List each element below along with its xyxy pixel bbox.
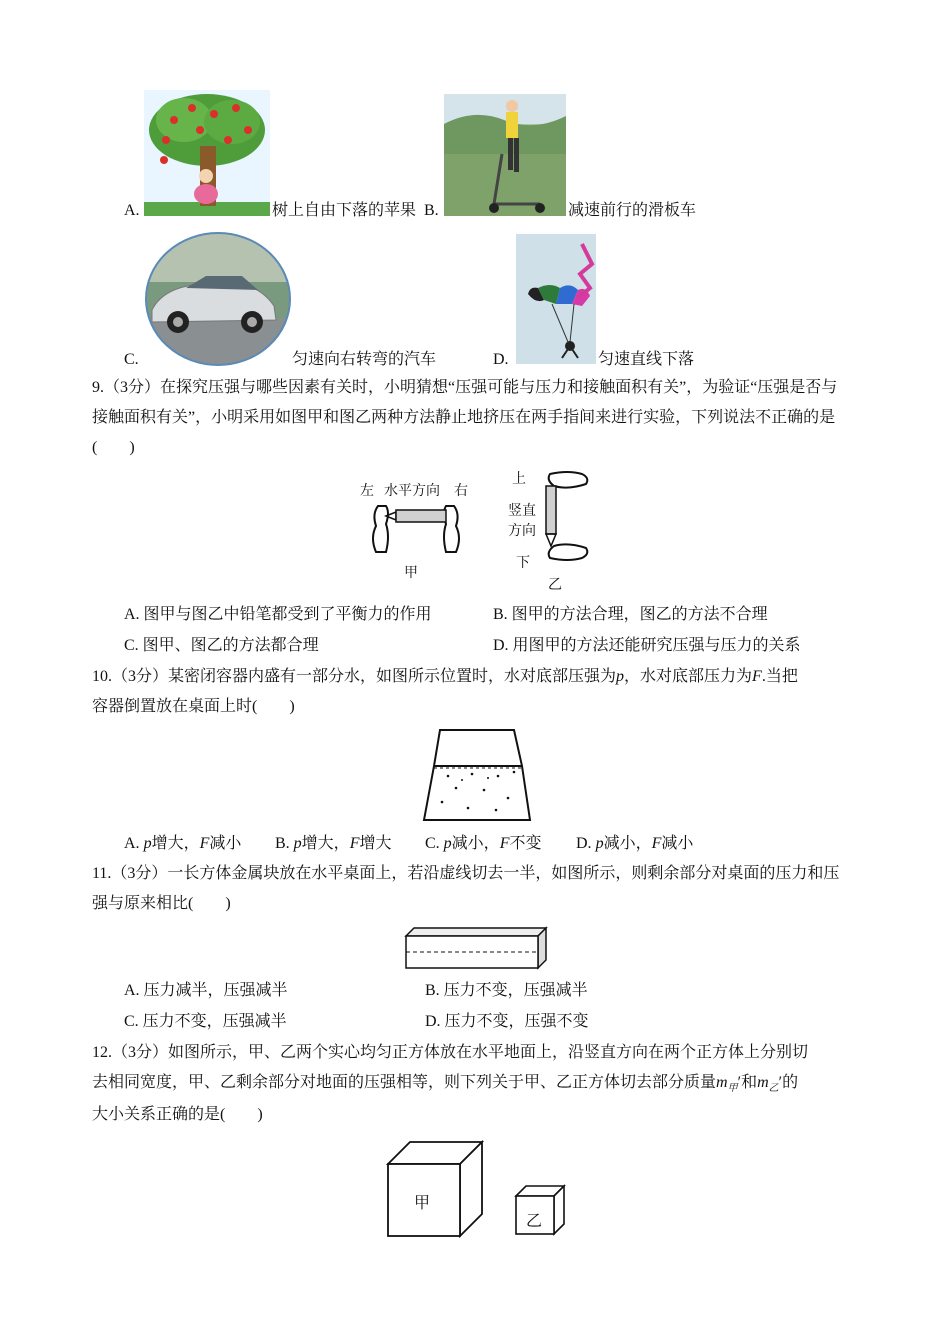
q12-stem-line2: 去相同宽度，甲、乙剩余部分对地面的压强相等，则下列关于甲、乙正方体切去部分质量$m_甲'$和$m_乙'$的 [92,1074,799,1095]
q9-option-b: B. 图甲的方法合理，图乙的方法不合理 [493,606,768,623]
fig-label-vertical-2: 方向 [508,523,536,539]
q12-and: 和 [741,1074,758,1091]
q10-option-c-f: F [499,835,510,852]
q11-option-d: D. 压力不变，压强不变 [425,1013,589,1030]
q11-option-c: C. 压力不变，压强减半 [124,1013,287,1030]
q8-option-a-letter: A. [124,202,140,219]
q10-option-c-ptext: 减小， [451,835,500,852]
q10-option-d-letter: D. [576,835,592,852]
q12-stem-line1: 12.（3分）如图所示，甲、乙两个实心均匀正方体放在水平地面上，沿竖直方向在两个正方体上分别切 [92,1044,809,1061]
q8-option-a-text: 树上自由下落的苹果 [272,202,417,219]
fig-label-vertical-1: 竖直 [508,503,536,519]
metal-block-figure [402,924,550,972]
q12-m-jia-prime: ′ [737,1074,742,1091]
q10-option-d-f: F [651,835,662,852]
q9-stem: 9.（3分）在探究压强与哪些因素有关时，小明猜想“压强可能与压力和接触面积有关”，为验证“压强是否与接触面积有关”，小明采用如图甲和图乙两种方法静止地挤压在两手指间来进行实验，下列说法不正确的是( ) [92,379,838,456]
q9-option-c: C. 图甲、图乙的方法都合理 [124,637,319,654]
q10-stem-part-b: ，水对底部压力为 [624,668,753,685]
q12-stem-end: 的 [782,1074,799,1091]
q10-option-a-ptext: 增大， [151,835,200,852]
q10-option-b-letter: B. [275,835,290,852]
q10-option-a-ftext: 减小 [209,835,242,852]
fig-label-right: 右 [454,483,468,499]
q10-option-a-f: F [199,835,210,852]
q12-m-jia-sub: 甲 [727,1083,738,1095]
q10-option-c-p: p [443,835,452,852]
q11-stem: 11.（3分）一长方体金属块放在水平桌面上，若沿虚线切去一半，如图所示，则剩余部分对桌面的压力和压强与原来相比( ) [92,865,840,912]
q10-option-d-p: p [595,835,604,852]
q10-var-f: F [752,668,762,685]
q10-option-b [275,834,391,854]
q11-option-b: B. 压力不变，压强减半 [425,982,588,999]
q10-var-p: p [616,668,625,685]
q10-option-d-ptext: 减小， [603,835,652,852]
q10-option-b-ptext: 增大， [301,835,350,852]
fig-label-yi: 乙 [548,577,562,593]
q12-stem-line3: 大小关系正确的是( ) [92,1106,263,1123]
q12-m-jia: m [716,1074,728,1091]
q10-option-c-ftext: 不变 [509,835,542,852]
q12-m-yi: m [757,1074,769,1091]
cube-label-jia: 甲 [414,1193,431,1212]
q9-option-d: D. 用图甲的方法还能研究压强与压力的关系 [493,637,801,654]
q10-option-a [124,834,241,854]
apple-tree-picture [144,90,270,216]
q10-option-d-ftext: 减小 [661,835,694,852]
q11-option-a: A. 压力减半，压强减半 [124,982,288,999]
q10-option-b-ftext: 增大 [359,835,392,852]
q9-figure [350,466,600,594]
q10-option-b-f: F [349,835,360,852]
fig-label-horizontal: 水平方向 [384,483,440,499]
cube-label-yi: 乙 [526,1211,543,1230]
q8-option-d-letter: D. [493,351,509,368]
fig-label-up: 上 [512,471,526,487]
q8-option-d-text: 匀速直线下落 [598,351,695,368]
q10-option-a-p: p [143,835,152,852]
cubes-figure [384,1138,584,1238]
q10-option-b-p: p [293,835,302,852]
q12-m-yi-prime: ′ [778,1074,783,1091]
fig-label-left: 左 [360,483,374,499]
q10-stem-line2: 容器倒置放在桌面上时( ) [92,698,295,715]
car-picture [144,232,292,366]
fig-label-down: 下 [516,555,530,571]
q10-stem-part-c: .当把 [761,668,798,685]
q10-stem-line1 [92,667,798,687]
q10-option-c [425,834,541,854]
q8-option-c-text: 匀速向右转弯的汽车 [292,351,437,368]
q12-m-yi-sub: 乙 [768,1083,779,1095]
q9-option-a: A. 图甲与图乙中铅笔都受到了平衡力的作用 [124,606,432,623]
q8-option-b-letter: B. [424,202,439,219]
q10-option-a-letter: A. [124,835,140,852]
parachute-picture [516,234,596,364]
q10-stem-part-a: 10.（3分）某密闭容器内盛有一部分水，如图所示位置时，水对底部压强为 [92,668,617,685]
container-figure [418,728,538,824]
q10-option-d [576,834,693,854]
q10-option-c-letter: C. [425,835,440,852]
q8-option-b-text: 减速前行的滑板车 [568,202,697,219]
q8-option-c-letter: C. [124,351,139,368]
fig-label-jia: 甲 [404,565,418,581]
scooter-picture [444,94,566,216]
